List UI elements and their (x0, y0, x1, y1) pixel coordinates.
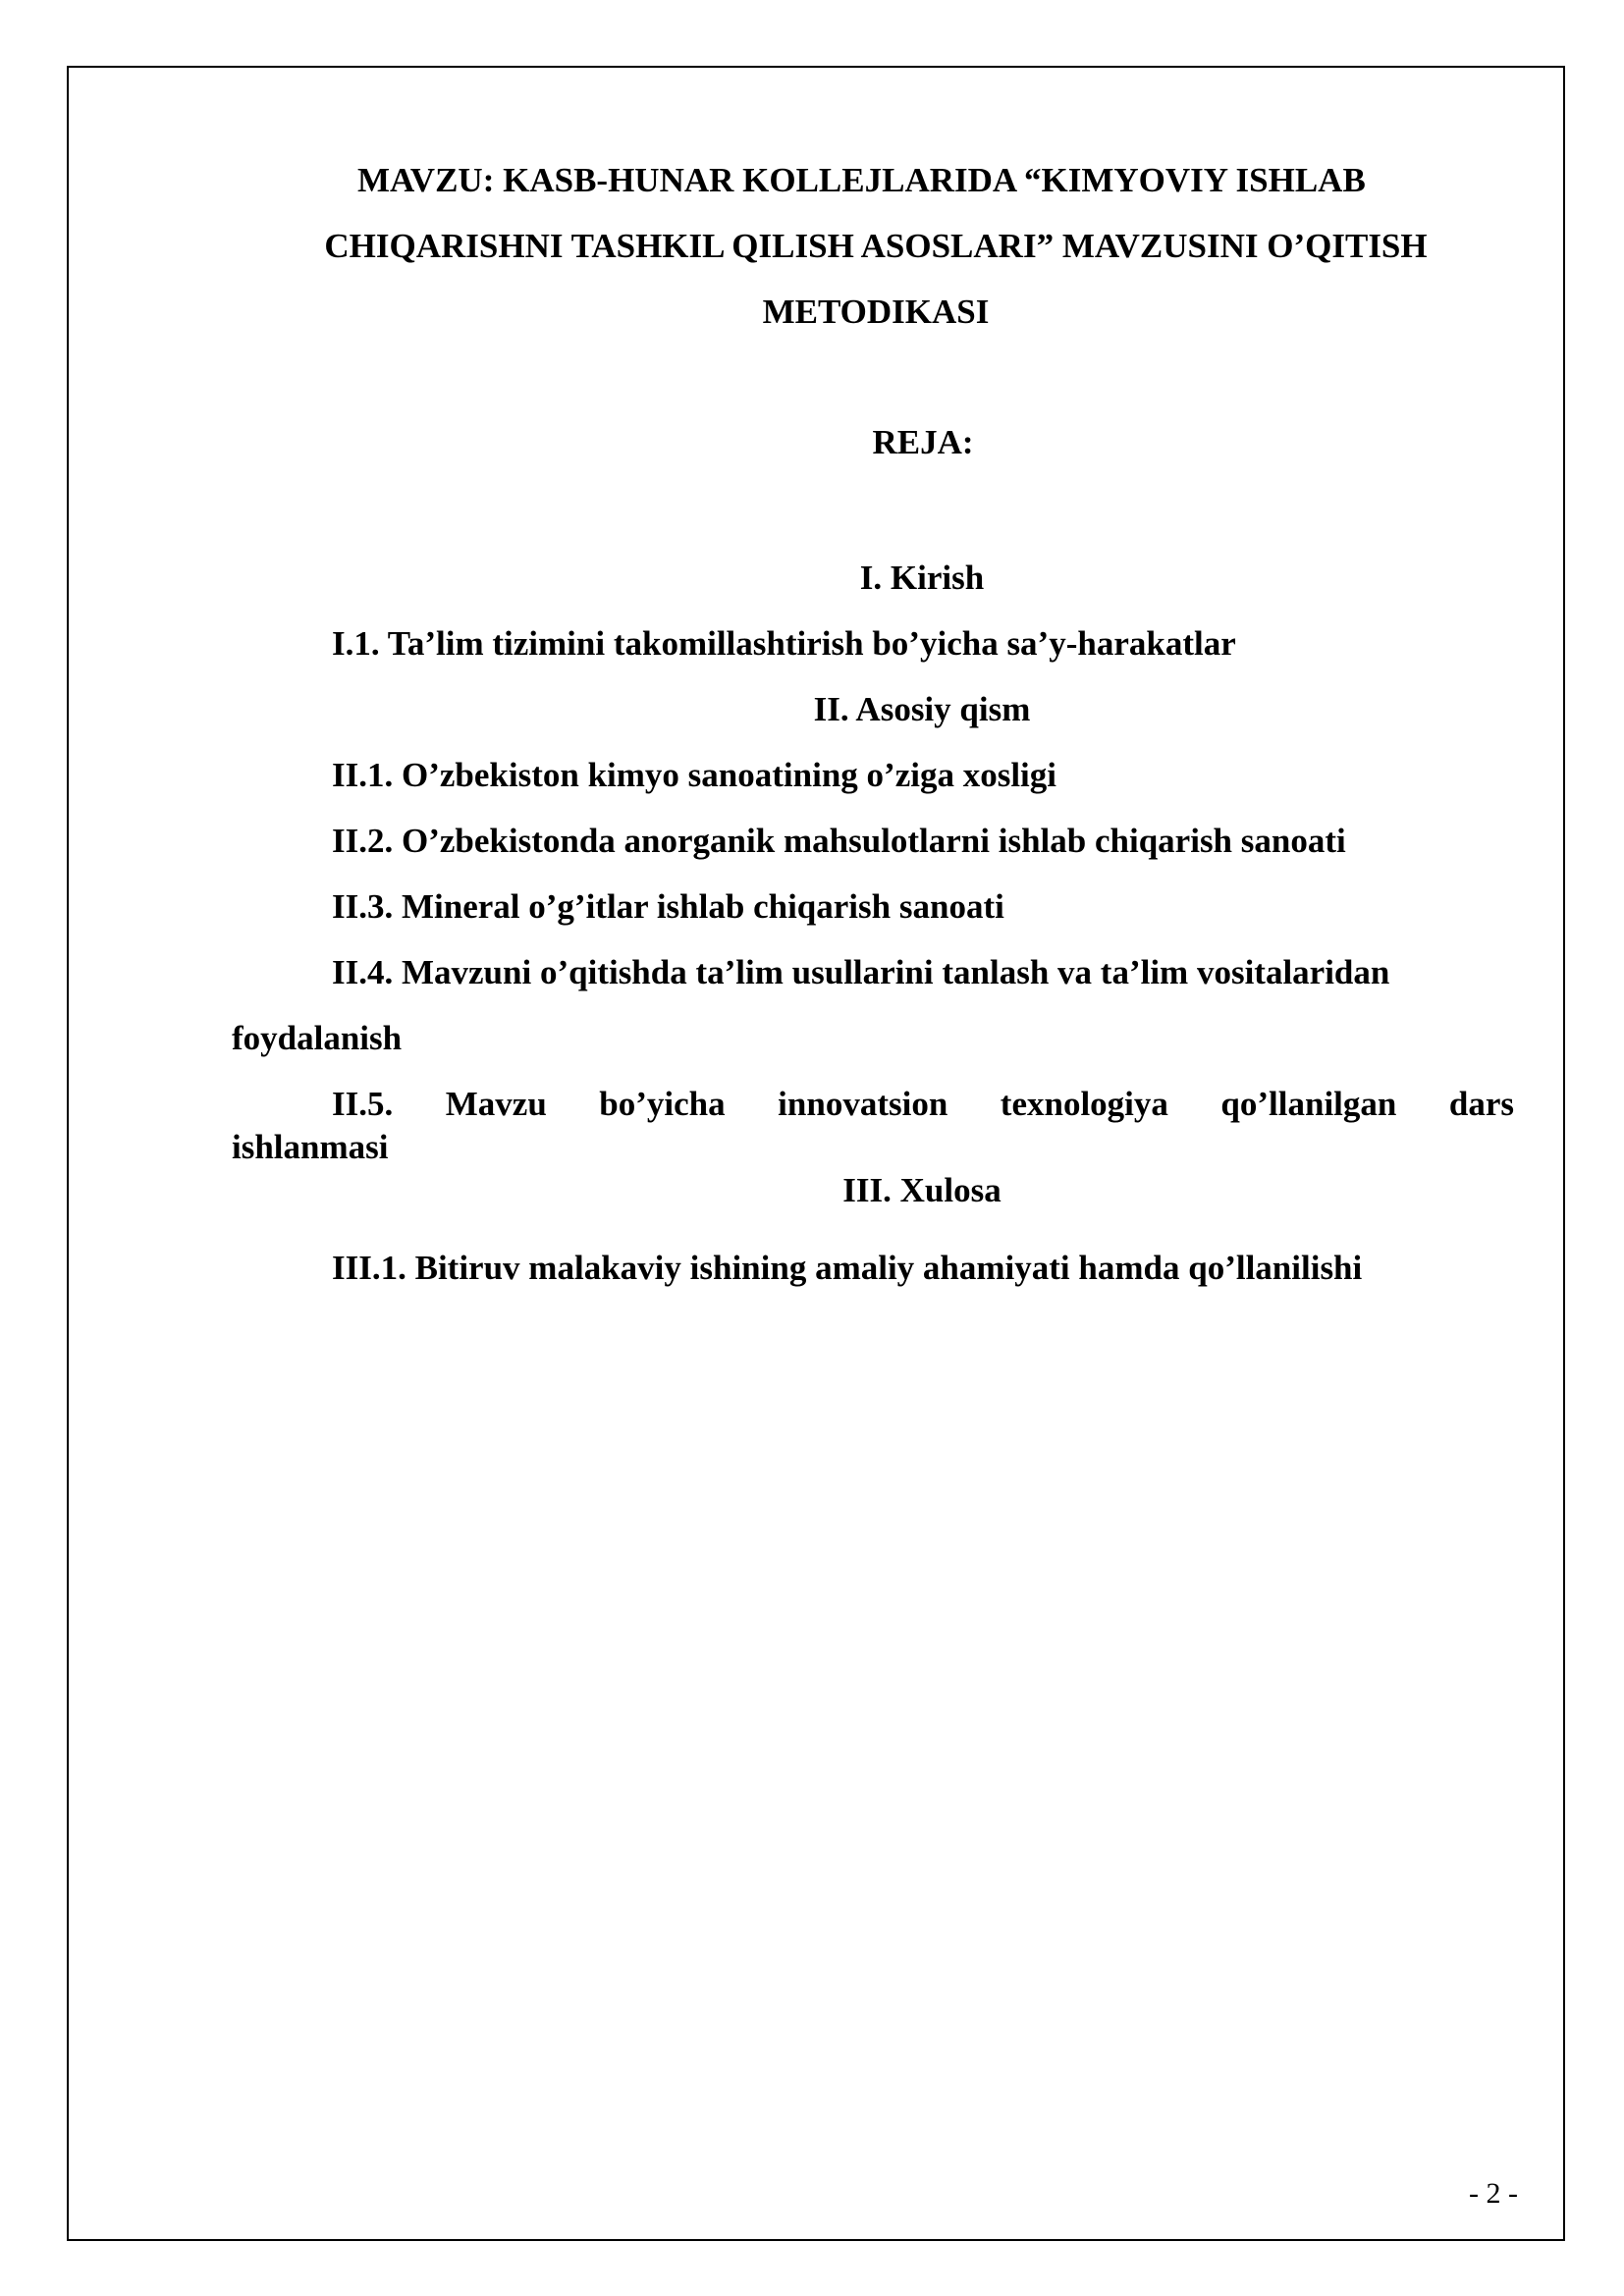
title-line-3: METODIKASI (762, 293, 990, 331)
outline-item-2-4-line-1: II.4. Mavzuni o’qitishda ta’lim usullarini tanlash va ta’lim vositalaridan (332, 953, 1390, 991)
plan-heading: REJA: (872, 423, 974, 461)
section-heading-introduction: I. Kirish (859, 559, 985, 597)
outline-item-2-5-line-2: ishlanmasi (232, 1128, 389, 1166)
outline-item-2-5-line-1: II.5. Mavzu bo’yicha innovatsion texnologiya qo’llanilgan dars (332, 1085, 1514, 1123)
section-heading-main: II. Asosiy qism (813, 690, 1031, 728)
outline-item-2-3: II.3. Mineral o’g’itlar ishlab chiqarish sanoati (332, 887, 1004, 926)
outline-item-1-1: I.1. Ta’lim tizimini takomillashtirish bo’yicha sa’y-harakatlar (332, 624, 1236, 663)
outline-item-2-4-line-2: foydalanish (232, 1019, 403, 1057)
page-number: - 2 - (1469, 2177, 1518, 2210)
document-title (232, 147, 1520, 345)
outline-item-2-1: II.1. O’zbekiston kimyo sanoatining o’ziga xosligi (332, 756, 1057, 794)
plan-outline (232, 545, 1514, 1301)
title-line-1: MAVZU: KASB-HUNAR KOLLEJLARIDA “KIMYOVIY ISHLAB (357, 161, 1366, 199)
title-line-2: CHIQARISHNI TASHKIL QILISH ASOSLARI” MAVZUSINI O’QITISH (324, 227, 1428, 265)
outline-item-2-2: II.2. O’zbekistonda anorganik mahsulotlarni ishlab chiqarish sanoati (332, 822, 1346, 860)
section-heading-conclusion: III. Xulosa (842, 1171, 1001, 1209)
outline-item-3-1: III.1. Bitiruv malakaviy ishining amaliy ahamiyati hamda qo’llanilishi (332, 1249, 1363, 1287)
